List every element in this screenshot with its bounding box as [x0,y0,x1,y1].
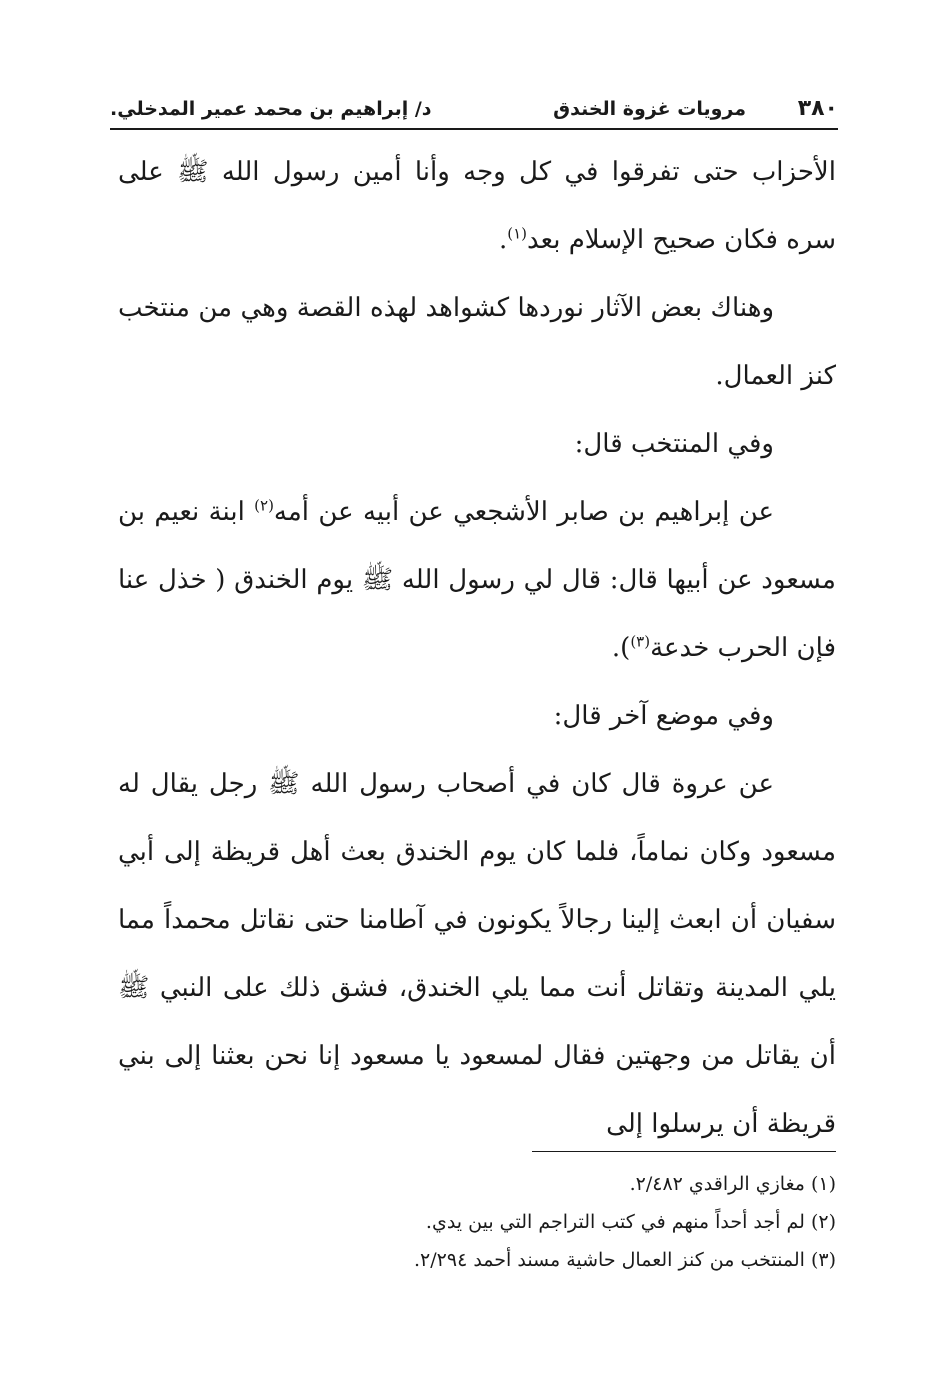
paragraph-1 [118,138,836,274]
main-text [118,138,836,1158]
paragraph-4-text-b: ابنة نعيم بن مسعود عن أبيها قال: قال لي رسول الله ﷺ يوم الخندق ( خذل عنا فإن الحرب خدعة [118,497,836,663]
author-name: د/ إبراهيم بن محمد عمير المدخلي. [110,98,432,120]
footnote-ref-2: (٢) [254,496,274,515]
footnote-3: (٣) المنتخب من كنز العمال حاشية مسند أحمد ٢/٢٩٤. [414,1249,836,1271]
paragraph-2: وهناك بعض الآثار نوردها كشواهد لهذه القصة وهي من منتخب كنز العمال. [118,293,836,391]
footnote-ref-1: (١) [507,224,528,243]
paragraph-1-tail: . [498,225,508,255]
paragraph-6: عن عروة قال كان في أصحاب رسول الله ﷺ رجل يقال له مسعود وكان نماماً، فلما كان يوم الخندق بعث أهل قريظة إلى أبي سفيان أن ابعث إلينا رجالاً يكونون في آطامنا حتى نقاتل محمداً مما يلي المدينة وتقاتل أنت مما يلي الخندق، فشق ذلك على النبي ﷺ أن يقاتل من وجهتين فقال لمسعود يا مسعود إنا نحن بعثنا إلى بني قريظة أن يرسلوا إلى [118,769,836,1139]
footnote-2: (٢) لم أجد أحداً منهم في كتب التراجم التي بين يدي. [425,1211,836,1233]
paragraph-4-tail: ). [611,633,631,663]
running-header [110,92,838,130]
page-number: ٣٨٠ [797,96,838,121]
paragraph-4-text-a: عن إبراهيم بن صابر الأشجعي عن أبيه عن أمه [273,497,774,527]
book-title: مرويات غزوة الخندق [553,98,746,120]
paragraph-1-text: الأحزاب حتى تفرقوا في كل وجه وأنا أمين رسول الله ﷺ على سره فكان صحيح الإسلام بعد [118,157,836,255]
paragraph-5: وفي موضع آخر قال: [553,701,774,731]
paragraph-4 [118,478,836,682]
footnote-divider [532,1151,836,1152]
paragraph-3: وفي المنتخب قال: [574,429,774,459]
footnote-1: (١) مغازي الراقدي ٢/٤٨٢. [629,1173,836,1195]
footnotes [118,1165,836,1279]
footnote-ref-3: (٣) [630,632,651,651]
